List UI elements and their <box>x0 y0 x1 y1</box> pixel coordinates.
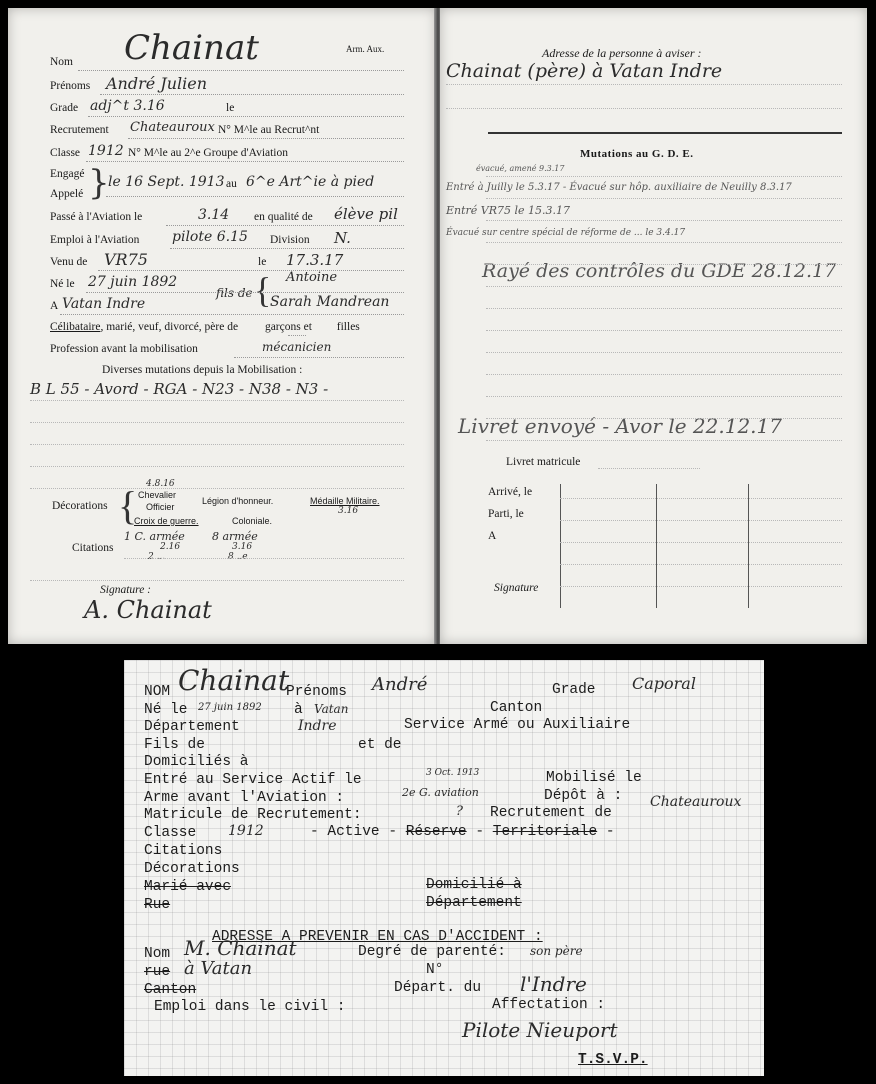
status-line: Célibataire, marié, veuf, divorcé, père de garçons et filles <box>50 321 360 333</box>
card-canton-label: Canton <box>490 700 543 716</box>
card-fils-label: Fils de <box>144 737 205 753</box>
card-ne-value: 27 juin 1892 <box>198 702 262 713</box>
parti-label: Parti, le <box>488 508 524 520</box>
card-tsvp: T.S.V.P. <box>578 1052 648 1068</box>
mutation-5: Livret envoyé - Avor le 22.12.17 <box>458 414 782 438</box>
record-right-page <box>440 8 867 644</box>
card-prenoms-value: André <box>372 674 428 695</box>
engage-label: Engagé <box>50 168 85 180</box>
division-value: N. <box>334 229 351 247</box>
mutation-note: évacué, amené 9.3.17 <box>476 164 565 173</box>
card-adr-nom-value: M. Chainat <box>184 936 297 960</box>
mutations-value: B L 55 - Avord - RGA - N23 - N38 - N3 - <box>30 380 329 398</box>
card-domicilies-label: Domiciliés à <box>144 754 249 770</box>
mutations-gde-title: Mutations au G. D. E. <box>580 148 694 160</box>
card-affectation-value: Pilote Nieuport <box>462 1018 618 1042</box>
deco-croix: Croix de guerre. <box>134 516 199 526</box>
engage-brace: } <box>88 163 110 203</box>
left-signature-label: Signature : <box>100 584 151 596</box>
grade-label: Grade <box>50 102 79 114</box>
card-grade-label: Grade <box>552 682 596 698</box>
right-a-label: A <box>488 530 497 542</box>
card-dept-label: Département <box>144 719 240 735</box>
ne-mother: Sarah Mandrean <box>270 294 390 310</box>
card-adr-rue-label: rue <box>144 964 171 980</box>
venu-le: le <box>258 256 267 268</box>
card-arme-value: 2e G. aviation <box>402 786 479 799</box>
card-citations-label: Citations <box>144 843 223 859</box>
grade-le-label: le <box>226 102 235 114</box>
card-depart-label: Départ. du <box>394 980 482 996</box>
recrutement-value: Chateauroux <box>130 120 215 135</box>
card-degre-label: Degré de parenté: <box>358 944 506 960</box>
ne-value: 27 juin 1892 <box>88 274 178 290</box>
prenoms-label: Prénoms <box>50 80 91 92</box>
decorations-brace: { <box>118 483 138 528</box>
mutation-1: Entré à Juilly le 5.3.17 - Évacué sur hôp. auxiliaire de Neuilly 8.3.17 <box>446 182 792 193</box>
nom-label: Nom <box>50 56 73 68</box>
left-signature-value: A. Chainat <box>84 596 212 624</box>
emploi-label: Emploi à l'Aviation <box>50 234 140 246</box>
grade-value: adj^t 3.16 <box>90 98 165 114</box>
appele-label: Appelé <box>50 188 84 200</box>
passe-qualite-value: élève pil <box>334 205 398 223</box>
card-classe-options: - Active - Réserve - Territoriale - <box>310 824 615 840</box>
arrive-label: Arrivé, le <box>488 486 533 498</box>
venu-value: VR75 <box>104 250 148 269</box>
passe-value: 3.14 <box>198 207 230 223</box>
card-classe-value: 1912 <box>228 823 264 839</box>
a-label: A <box>50 300 59 312</box>
deco-legion: Légion d'honneur. <box>202 496 274 506</box>
card-mobilise-label: Mobilisé le <box>546 770 642 786</box>
citation-date-1: 2.16 <box>160 542 181 552</box>
ne-father: Antoine <box>286 270 338 285</box>
livret-label: Livret matricule <box>506 456 581 468</box>
card-degre-value: son père <box>530 944 583 958</box>
citations-label: Citations <box>72 542 114 554</box>
card-classe-label: Classe <box>144 825 197 841</box>
right-signature-label: Signature <box>494 582 539 594</box>
mutation-4: Rayé des contrôles du GDE 28.12.17 <box>482 260 837 282</box>
citation-value-2: 8 armée <box>212 530 258 543</box>
card-grade-value: Caporal <box>632 674 696 693</box>
card-ne-a: à <box>294 702 303 718</box>
profession-label: Profession avant la mobilisation <box>50 343 198 355</box>
card-adr-rue-value: à Vatan <box>184 958 253 979</box>
engage-unit: 6^e Art^ie à pied <box>246 174 375 190</box>
recrutement-suffix: N° M^le au Recrut^nt <box>218 124 320 136</box>
venu-label: Venu de <box>50 256 88 268</box>
engage-value: le 16 Sept. 1913 <box>108 174 225 190</box>
card-recrutement-value: Chateauroux <box>650 794 742 810</box>
card-no-label: N° <box>426 962 444 978</box>
card-adresse-title: ADRESSE A PREVENIR EN CAS D'ACCIDENT : <box>212 929 543 945</box>
card-emploi-label: Emploi dans le civil : <box>154 999 346 1015</box>
arm-aux-label: Arm. Aux. <box>346 44 385 54</box>
passe-label: Passé à l'Aviation le <box>50 211 143 223</box>
deco-date: 4.8.16 <box>146 479 175 489</box>
card-affectation-label: Affectation : <box>492 997 606 1013</box>
passe-qualite: en qualité de <box>254 211 313 223</box>
mutations-label: Diverses mutations depuis la Mobilisation : <box>102 364 303 376</box>
division-label: Division <box>270 234 310 246</box>
deco-coloniale: Coloniale. <box>232 516 273 526</box>
card-et-de-label: et de <box>358 737 402 753</box>
card-recrutement-label: Recrutement de <box>490 805 612 821</box>
card-matricule-value: ? <box>456 804 463 819</box>
deco-officier: Officier <box>146 502 175 512</box>
card-dept-value: Indre <box>298 718 337 734</box>
card-entre-label: Entré au Service Actif le <box>144 772 362 788</box>
parents-brace: { <box>254 270 272 310</box>
profession-value: mécanicien <box>262 340 332 354</box>
card-departement-label: Département <box>426 895 522 911</box>
nom-value: Chainat <box>124 28 259 68</box>
deco-medaille-date: 3.16 <box>338 506 359 516</box>
venu-date: 17.3.17 <box>286 251 344 269</box>
card-matricule-label: Matricule de Recrutement: <box>144 807 362 823</box>
fils-de: fils de <box>216 286 253 300</box>
card-ne-label: Né le <box>144 702 188 718</box>
deco-medaille: Médaille Militaire. <box>310 496 380 506</box>
citation-extra-1: 2 ... <box>148 552 166 562</box>
recrutement-label: Recrutement <box>50 124 109 136</box>
classe-value: 1912 <box>88 143 124 159</box>
mutation-2: Entré VR75 le 15.3.17 <box>446 204 571 217</box>
card-rue-label: Rue <box>144 897 171 913</box>
mutation-3: Évacué sur centre spécial de réforme de ... le 3.4.17 <box>446 228 686 238</box>
card-ne-a-value: Vatan <box>314 702 349 716</box>
deco-chevalier: Chevalier <box>138 490 177 500</box>
card-service-label: Service Armé ou Auxiliaire <box>404 717 631 733</box>
citation-value-1: 1 C. armée <box>124 530 185 543</box>
card-depot-label: Dépôt à : <box>544 788 623 804</box>
classe-label: Classe <box>50 147 81 159</box>
card-domicilie-label: Domicilié à <box>426 877 522 893</box>
card-adr-nom-label: Nom <box>144 946 171 962</box>
prenoms-value: André Julien <box>106 74 208 93</box>
citation-date-2: 3.16 <box>232 542 253 552</box>
emploi-value: pilote 6.15 <box>172 229 248 245</box>
card-adr-canton-label: Canton <box>144 982 197 998</box>
adresse-label: Adresse de la personne à aviser : <box>542 46 702 60</box>
a-value: Vatan Indre <box>62 296 146 312</box>
card-depart-value: l'Indre <box>520 972 587 996</box>
adresse-value: Chainat (père) à Vatan Indre <box>446 60 723 82</box>
citation-extra-2: 8 ..e <box>228 552 248 562</box>
classe-suffix: N° M^le au 2^e Groupe d'Aviation <box>128 147 289 159</box>
card-nom-value: Chainat <box>178 664 290 697</box>
card-entre-value: 3 Oct. 1913 <box>426 768 480 778</box>
section-divider <box>488 132 842 134</box>
card-arme-label: Arme avant l'Aviation : <box>144 790 345 806</box>
card-prenoms-label: Prénoms <box>286 684 347 700</box>
ne-label: Né le <box>50 278 75 290</box>
engage-au: au <box>226 178 237 190</box>
card-decorations-label: Décorations <box>144 861 240 877</box>
decorations-label: Décorations <box>52 500 108 512</box>
card-nom-label: NOM <box>144 684 171 700</box>
card-marie-label: Marié avec <box>144 879 232 895</box>
